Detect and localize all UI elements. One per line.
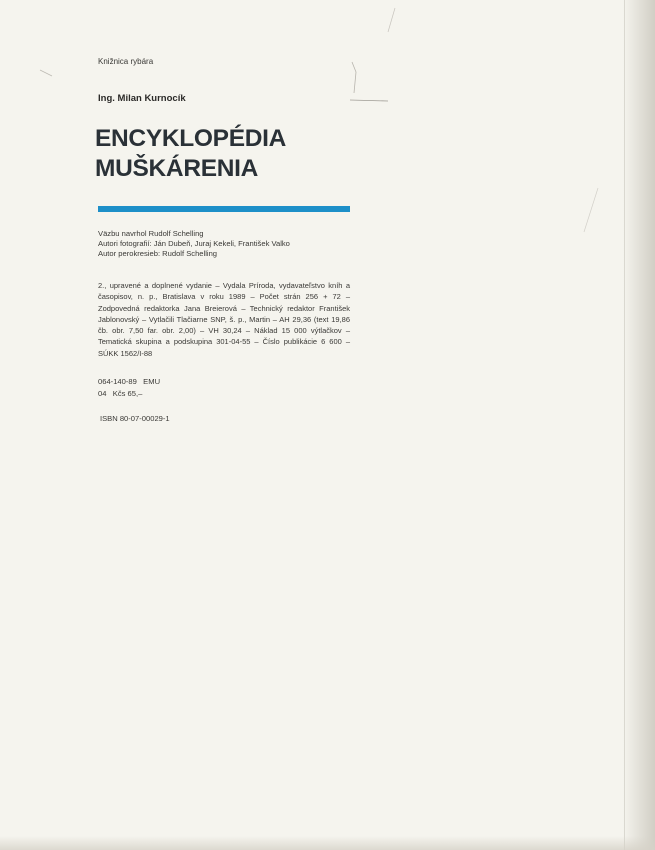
title-line-2: MUŠKÁRENIA bbox=[95, 155, 259, 182]
catalog-codes bbox=[98, 376, 160, 400]
drawings-credit: Autor perokresieb: Rudolf Schelling bbox=[98, 249, 218, 258]
accent-bar bbox=[98, 206, 350, 212]
price-line: 04 Kčs 65,– bbox=[98, 389, 143, 398]
isbn-number: ISBN 80-07-00029-1 bbox=[100, 414, 170, 423]
photo-credit: Autori fotografií: Ján Dubeň, Juraj Kekeli, František Valko bbox=[98, 239, 290, 248]
author-name: Ing. Milan Kurnocík bbox=[98, 93, 186, 104]
series-name: Knižnica rybára bbox=[98, 57, 154, 66]
edition-info: 2., upravené a doplnené vydanie – Vydala Príroda, vydavateľstvo kníh a časopisov, n. p., Bratislava v roku 1989 – Počet strán 256 + 72 – Zodpovedná redaktorka Jana Breierová – Technický redaktor František Jablonovský – Vytlačili Tlačiarne SNP, š. p., Martin – AH 29,36 (text 19,86 čb. obr. 7,50 far. obr. 2,00) – VH 30,24 – Náklad 15 000 výtlačkov – Tematická skupina a podskupina 301-04-55 – Číslo publikácie 6 600 – SÚKK 1562/I-88 bbox=[98, 281, 350, 358]
credits-block bbox=[98, 229, 290, 259]
title-line-1: ENCYKLOPÉDIA bbox=[95, 125, 287, 152]
cover-design-credit: Väzbu navrhol Rudolf Schelling bbox=[98, 229, 204, 238]
book-title bbox=[95, 124, 286, 184]
catalog-code-line: 064-140-89 EMU bbox=[98, 377, 161, 386]
